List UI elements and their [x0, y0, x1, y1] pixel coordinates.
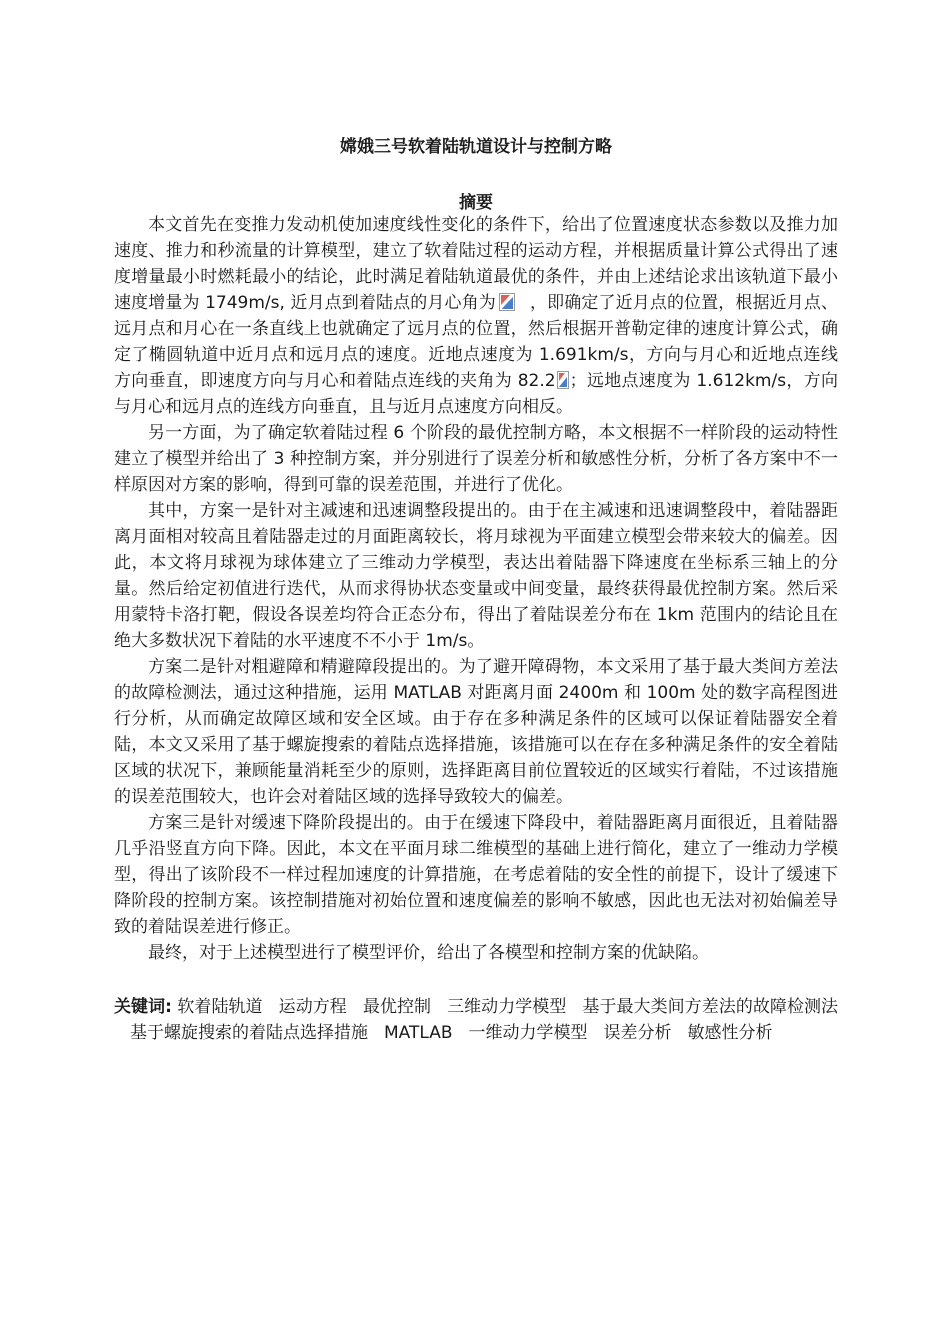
paragraph-text: ；远地点速度为 1.612km/s，方向与月心和远月点的连线方向垂直，且与近月点速度方向相反。 [114, 371, 838, 417]
keyword: 软着陆轨道 [177, 997, 263, 1017]
keyword: 基于螺旋搜索的着陆点选择措施 [130, 1023, 368, 1043]
abstract-paragraph-1 [114, 212, 838, 420]
document-page [114, 128, 838, 1046]
paragraph-text: ，即确定了近月点的位置，根据近月点、远月点和月心在一条直线上也就确定了远月点的位置，然后根据开普勒定律的速度计算公式，确定了椭圆轨道中近月点和远月点的速度。近地点速度为 1.691km/s，方向与月心和近地点连线方向垂直，即速度方向与月心和着陆点连线的夹角为 82.2 [114, 293, 839, 391]
keywords-label: 关键词: [114, 997, 172, 1017]
keyword: 最优控制 [362, 997, 432, 1017]
keyword: 误差分析 [603, 1023, 672, 1043]
abstract-heading: 摘要 [459, 193, 493, 213]
abstract-paragraph-4: 方案二是针对粗避障和精避障段提出的。为了避开障碍物，本文采用了基于最大类间方差法的故障检测法，通过这种措施，运用 MATLAB 对距离月面 2400m 和 100m 处的数字高程图进行分析，从而确定故障区域和安全区域。由于存在多种满足条件的区域可以保证着陆器安全着陆，本文又采用了基于螺旋搜索的着陆点选择措施，该措施可以在存在多种满足条件的安全着陆区域的状况下，兼顾能量消耗至少的原则，选择距离目前位置较近的区域实行着陆，不过该措施的误差范围较大，也许会对着陆区域的选择导致较大的偏差。 [114, 657, 838, 807]
keyword: 基于最大类间方差法的故障检测法 [582, 997, 839, 1017]
broken-image-icon [557, 371, 569, 389]
keyword: MATLAB [384, 1023, 453, 1043]
keyword: 一维动力学模型 [468, 1023, 588, 1043]
keyword: 敏感性分析 [687, 1023, 773, 1043]
keywords-section [114, 994, 838, 1046]
paragraph-text: 本文首先在变推力发动机使加速度线性变化的条件下，给出了位置速度状态参数以及推力加速度、推力和秒流量的计算模型，建立了软着陆过程的运动方程，并根据质量计算公式得出了速度增量最小时燃耗最小的结论，此时满足着陆轨道最优的条件，并由上述结论求出该轨道下最小速度增量为 1749m/s, 近月点到着陆点的月心角为 [114, 215, 838, 313]
abstract-paragraph-3: 其中，方案一是针对主减速和迅速调整段提出的。由于在主减速和迅速调整段中，着陆器距离月面相对较高且着陆器走过的月面距离较长，将月球视为平面建立模型会带来较大的偏差。因此，本文将月球视为球体建立了三维动力学模型，表达出着陆器下降速度在坐标系三轴上的分量。然后给定初值进行迭代，从而求得协状态变量或中间变量，最终获得最优控制方案。然后采用蒙特卡洛打靶，假设各误差均符合正态分布，得出了着陆误差分布在 1km 范围内的结论且在绝大多数状况下着陆的水平速度不不小于 1m/s。 [114, 501, 838, 651]
abstract-paragraph-6: 最终，对于上述模型进行了模型评价，给出了各模型和控制方案的优缺陷。 [148, 943, 709, 963]
abstract-paragraph-5: 方案三是针对缓速下降阶段提出的。由于在缓速下降段中，着陆器距离月面很近，且着陆器几乎沿竖直方向下降。因此，本文在平面月球二维模型的基础上进行简化，建立了一维动力学模型，得出了该阶段不一样过程加速度的计算措施，在考虑着陆的安全性的前提下，设计了缓速下降阶段的控制方案。该控制措施对初始位置和速度偏差的影响不敏感，因此也无法对初始偏差导致的着陆误差进行修正。 [114, 813, 838, 937]
abstract-paragraph-2: 另一方面，为了确定软着陆过程 6 个阶段的最优控制方略，本文根据不一样阶段的运动特性建立了模型并给出了 3 种控制方案，并分别进行了误差分析和敏感性分析，分析了各方案中不一样原因对方案的影响，得到可靠的误差范围，并进行了优化。 [114, 423, 838, 495]
keyword: 运动方程 [278, 997, 347, 1017]
broken-image-icon [498, 293, 528, 311]
keyword: 三维动力学模型 [447, 997, 567, 1017]
document-title: 嫦娥三号软着陆轨道设计与控制方略 [340, 137, 612, 157]
